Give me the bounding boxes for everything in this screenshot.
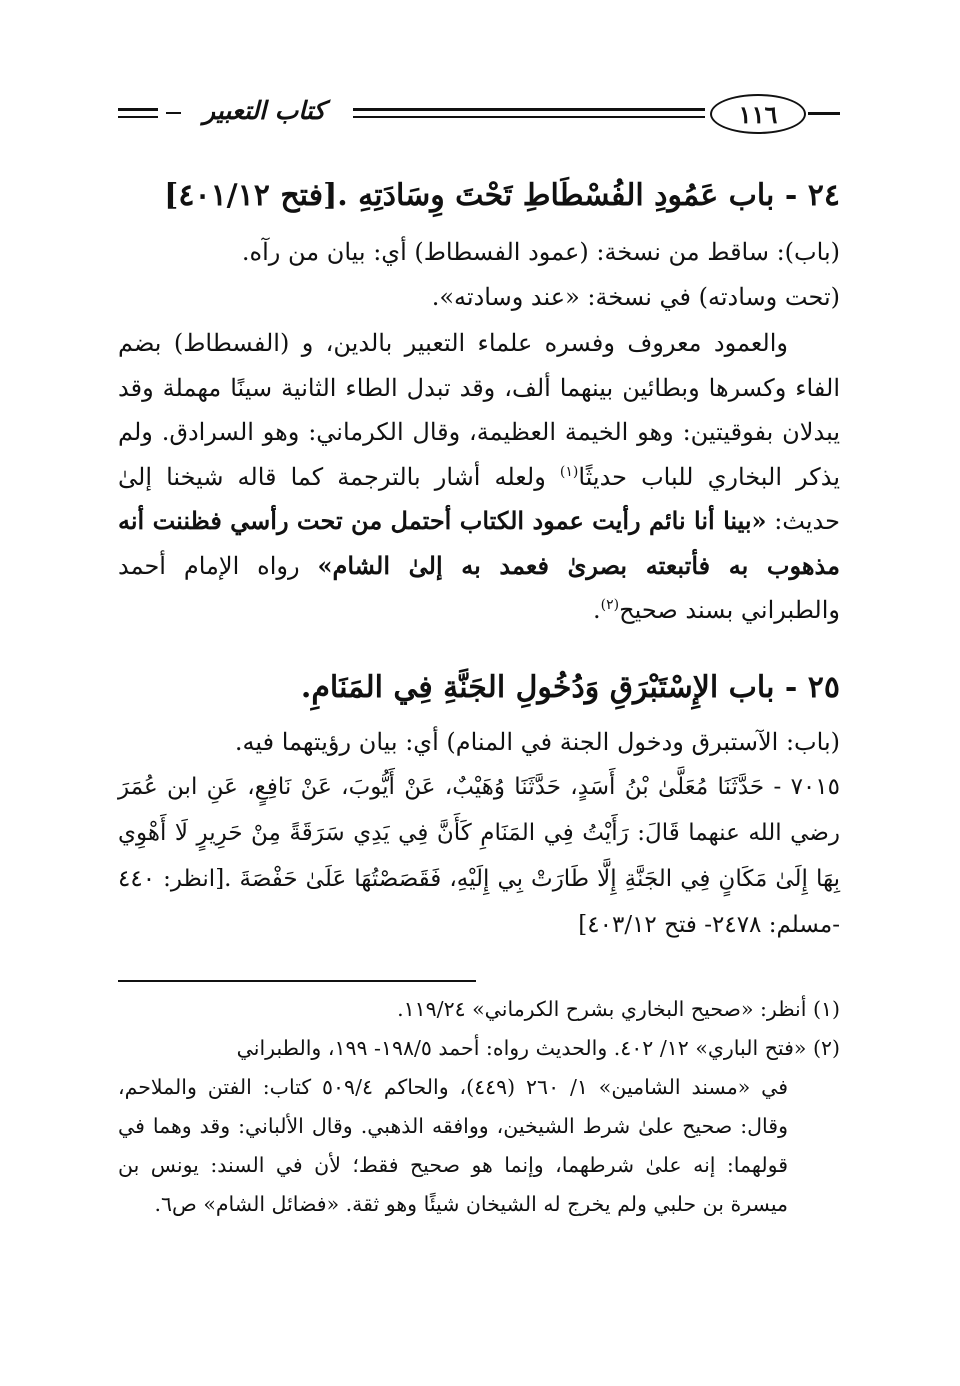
footnote-ref: (١) [559, 463, 579, 480]
header-ornament-line [808, 112, 840, 115]
book-page [118, 0, 840, 1386]
footnote-2 [118, 1029, 840, 1224]
footnote-1 [118, 990, 840, 1029]
header-rule [353, 116, 705, 118]
hadith-7015: ٧٠١٥ - حَدَّثَنَا مُعَلَّىٰ بْنُ أَسَدٍ، حَدَّثَنَا وُهَيْبٌ، عَنْ أَيُّوبَ، عَنْ نَافِعٍ، عَنِ ابن عُمَرَ رضي الله عنهما قَالَ: رَأَيْتُ فِي المَنَامِ كَأَنَّ فِي يَدِي سَرَقَةً مِنْ حَرِيرٍ لَا أَهْوِي بِهَا إِلَىٰ مَكَانٍ فِي الجَنَّةِ إِلَّا طَارَتْ بِي إِلَيْهِ، فَقَصَصْتُهَا عَلَىٰ حَفْصَةَ .[انظر: ٤٤٠ -مسلم: ٢٤٧٨- فتح ٤٠٣/١٢] [118, 774, 840, 938]
header-ornament-line [118, 116, 158, 118]
header-ornament-line [118, 108, 158, 111]
header-rule [353, 108, 705, 111]
paragraph-text: ولعله أشار بالترجمة كما قاله شيخنا إلىٰ حديث: [118, 462, 840, 535]
paragraph-text: والعمود معروف وفسره علماء التعبير بالدين، و (الفسطاط) بضم الفاء وكسرها وبطائين بينهما ألف، وقد تبدل الطاء الثانية سينًا مهملة وقد يبدلان بفوقيتين: وهو الخيمة العظيمة، وقال الكرماني: وهو السرادق. ولم يذكر البخاري للباب حديثًا [118, 329, 841, 491]
section-heading-25: ٢٥ - باب الإِسْتَبْرَقِ وَدُخُولِ الجَنَّةِ فِي المَنَامِ. [300, 670, 840, 705]
page-number: ١١٦ [710, 94, 806, 134]
page-header [118, 90, 840, 140]
note-line: (باب): ساقط من نسخة: (عمود الفسطاط) أي: بيان من رآه. [241, 238, 840, 266]
header-ornament-line [166, 112, 181, 114]
footnote-ref: (٢) [600, 597, 620, 613]
hadith-quote: «بينا أنا نائم رأيت عمود الكتاب أحتمل من تحت رأسي فظننت أنه مذهوب به فأتبعته بصرىٰ فعمد به إلىٰ الشام» [118, 506, 840, 580]
section-24-paragraph [118, 321, 840, 633]
paragraph-text: . [593, 596, 601, 624]
section-25-note: (باب: الآستبرق ودخول الجنة في المنام) أي: بيان رؤيتهما فيه. [234, 728, 840, 756]
book-title: كتاب التعبير [203, 96, 326, 125]
section-heading-24: ٢٤ - باب عَمُودِ الفُسْطَاطِ تَحْتَ وِسَادَتِهِ .[فتح ٤٠١/١٢] [164, 178, 840, 213]
footnote-text: في «مسند الشامين» ١/ ٢٦٠ (٤٤٩)، والحاكم ٥٠٩/٤ كتاب: الفتن والملاحم، وقال: صحيح علىٰ شرط الشيخين، ووافقه الذهبي. وقال الألباني: وقد وهما في قولهما: إنه علىٰ شرطهما، وإنما هو صحيح فقط؛ لأن في السند: يونس بن ميسرة بن حلبي ولم يخرج له الشيخان شيئًا وهو ثقة. «فضائل الشام» ص٦. [118, 1075, 789, 1216]
footnote-text: أنظر: «صحيح البخاري بشرح الكرماني» ١١٩/٢٤. [397, 997, 807, 1021]
footnote-text: «فتح الباري» ١٢/ ٤٠٢. والحديث رواه: أحمد ١٩٨/٥- ١٩٩، والطبراني [236, 1036, 807, 1060]
note-line: (تحت وسادته) في نسخة: «عند وسادته». [431, 282, 840, 311]
paragraph-text: رواه الإمام أحمد والطبراني بسند صحيح [118, 551, 840, 624]
footnote-number: (١) [812, 997, 840, 1021]
footnote-number: (٢) [812, 1036, 840, 1060]
footnotes [118, 990, 840, 1224]
footnote-separator [118, 980, 476, 982]
section-24-note [118, 230, 840, 319]
